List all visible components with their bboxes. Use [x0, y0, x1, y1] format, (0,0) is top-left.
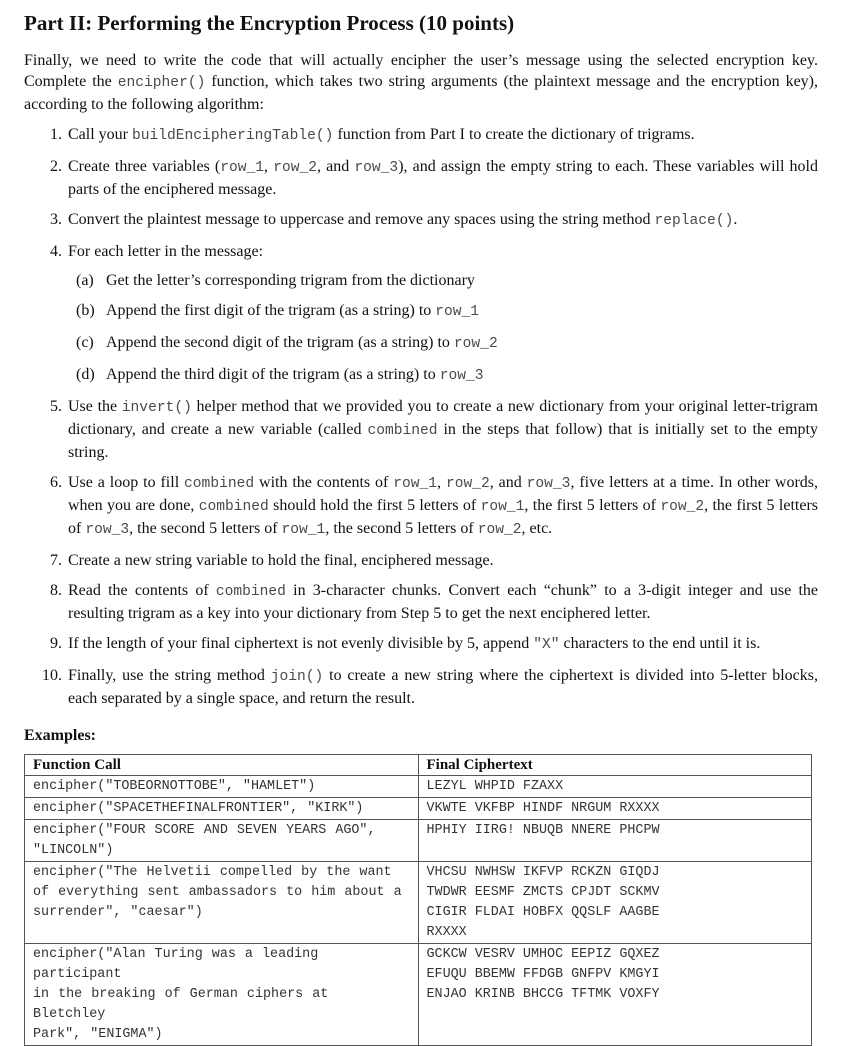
ciphertext-cell	[418, 862, 812, 944]
table-row	[25, 944, 812, 1046]
step-9: 9. If the length of your final ciphertext is not evenly divisible by 5, append "X" characters to the end until it is.	[50, 635, 761, 653]
code-encipher: encipher()	[117, 75, 206, 91]
function-call-text: encipher("TOBEORNOTTOBE", "HAMLET")	[33, 779, 316, 794]
ciphertext-line: ENJAO KRINB BHCCG TFTMK VOXFY	[426, 987, 660, 1002]
function-call-text: encipher("Alan Turing was a leading participant in the breaking of German ciphers at Bletchley Park", "ENIGMA")	[33, 947, 329, 1042]
step-10: 10. Finally, use the string method join() to create a new string where the ciphertext is divided into 5-letter blocks, each separated by a single space, and return the result.	[42, 667, 819, 707]
table-header-row	[25, 755, 812, 776]
algorithm-steps	[24, 124, 818, 709]
table-row	[25, 798, 812, 820]
function-call-cell	[25, 820, 419, 862]
step-8: 8. Read the contents of combined in 3-character chunks. Convert each “chunk” to a 3-digit integer and use the resulting trigram as a key into your dictionary from Step 5 to get the next enciphered letter.	[50, 582, 818, 622]
function-call-cell	[25, 862, 419, 944]
ciphertext-cell	[418, 798, 812, 820]
step-1: 1. Call your buildEncipheringTable() function from Part I to create the dictionary of trigrams.	[50, 126, 695, 144]
section-title: Part II: Performing the Encryption Process (10 points)	[24, 11, 515, 35]
ciphertext-cell	[418, 776, 812, 798]
step-6: 6. Use a loop to fill combined with the contents of row_1, row_2, and row_3, five letters at a time. In other words, when you are done, combined should hold the first 5 letters of row_1, the first 5 letters of row_2, the first 5 letters of row_3, the second 5 letters of row_1, the second 5 letters of row_2, etc.	[50, 474, 819, 538]
examples-heading: Examples:	[24, 727, 96, 744]
ciphertext-line: CIGIR FLDAI HOBFX QQSLF AAGBE	[426, 905, 660, 920]
substep-d: (d) Append the third digit of the trigram (as a string) to row_3	[76, 366, 484, 384]
table-row	[25, 862, 812, 944]
step-4: 4. For each letter in the message: (a) Get the letter’s corresponding trigram from the dictionary (b) Append the first digit of the trigram (as a string) to row_1 (c) Append the second digit of the trigram (as a string) to row_2 (d) Append the third digit of the trigram (as a string) to row_3	[24, 241, 818, 387]
function-call-text: encipher("FOUR SCORE AND SEVEN YEARS AGO", "LINCOLN")	[33, 823, 376, 858]
function-call-text: encipher("SPACETHEFINALFRONTIER", "KIRK")	[33, 801, 364, 816]
step-4-substeps	[68, 270, 818, 387]
ciphertext-line: LEZYL WHPID FZAXX	[426, 779, 564, 794]
step-3: 3. Convert the plaintest message to uppercase and remove any spaces using the string method replace().	[50, 211, 738, 229]
ciphertext-line: HPHIY IIRG! NBUQB NNERE PHCPW	[426, 823, 660, 838]
function-call-cell	[25, 798, 419, 820]
intro-paragraph: Finally, we need to write the code that will actually encipher the user’s message using the selected encryption key. Complete the encipher() function, which takes two string arguments (the plaintext message and the encryption key), according to the following algorithm:	[24, 52, 818, 113]
examples-table	[24, 754, 812, 1046]
column-header-cipher: Final Ciphertext	[418, 755, 812, 776]
substep-a: (a) Get the letter’s corresponding trigram from the dictionary	[76, 272, 475, 289]
function-call-cell	[25, 944, 419, 1046]
ciphertext-line: TWDWR EESMF ZMCTS CPJDT SCKMV	[426, 885, 660, 900]
step-7: 7. Create a new string variable to hold the final, enciphered message.	[50, 552, 494, 569]
step-2: 2. Create three variables (row_1, row_2, and row_3), and assign the empty string to each. These variables will hold parts of the enciphered message.	[50, 158, 818, 198]
function-call-text: encipher("The Helvetii compelled by the want of everything sent ambassadors to him about a surrender", "caesar")	[33, 865, 402, 920]
ciphertext-cell	[418, 944, 812, 1046]
table-row	[25, 820, 812, 862]
ciphertext-cell	[418, 820, 812, 862]
document-page	[24, 10, 818, 1046]
column-header-call: Function Call	[25, 755, 419, 776]
substep-b: (b) Append the first digit of the trigram (as a string) to row_1	[76, 302, 480, 320]
ciphertext-line: EFUQU BBEMW FFDGB GNFPV KMGYI	[426, 967, 660, 982]
step-5: 5. Use the invert() helper method that we provided you to create a new dictionary from your original letter-trigram dictionary, and create a new variable (called combined in the steps that follow) that is initially set to the empty string.	[50, 398, 818, 461]
ciphertext-line: VKWTE VKFBP HINDF NRGUM RXXXX	[426, 801, 660, 816]
examples-body	[25, 776, 812, 1046]
ciphertext-line: GCKCW VESRV UMHOC EEPIZ GQXEZ	[426, 947, 660, 962]
substep-c: (c) Append the second digit of the trigram (as a string) to row_2	[76, 334, 498, 352]
ciphertext-line: VHCSU NWHSW IKFVP RCKZN GIQDJ	[426, 865, 660, 880]
table-row	[25, 776, 812, 798]
function-call-cell	[25, 776, 419, 798]
ciphertext-line: RXXXX	[426, 925, 467, 940]
